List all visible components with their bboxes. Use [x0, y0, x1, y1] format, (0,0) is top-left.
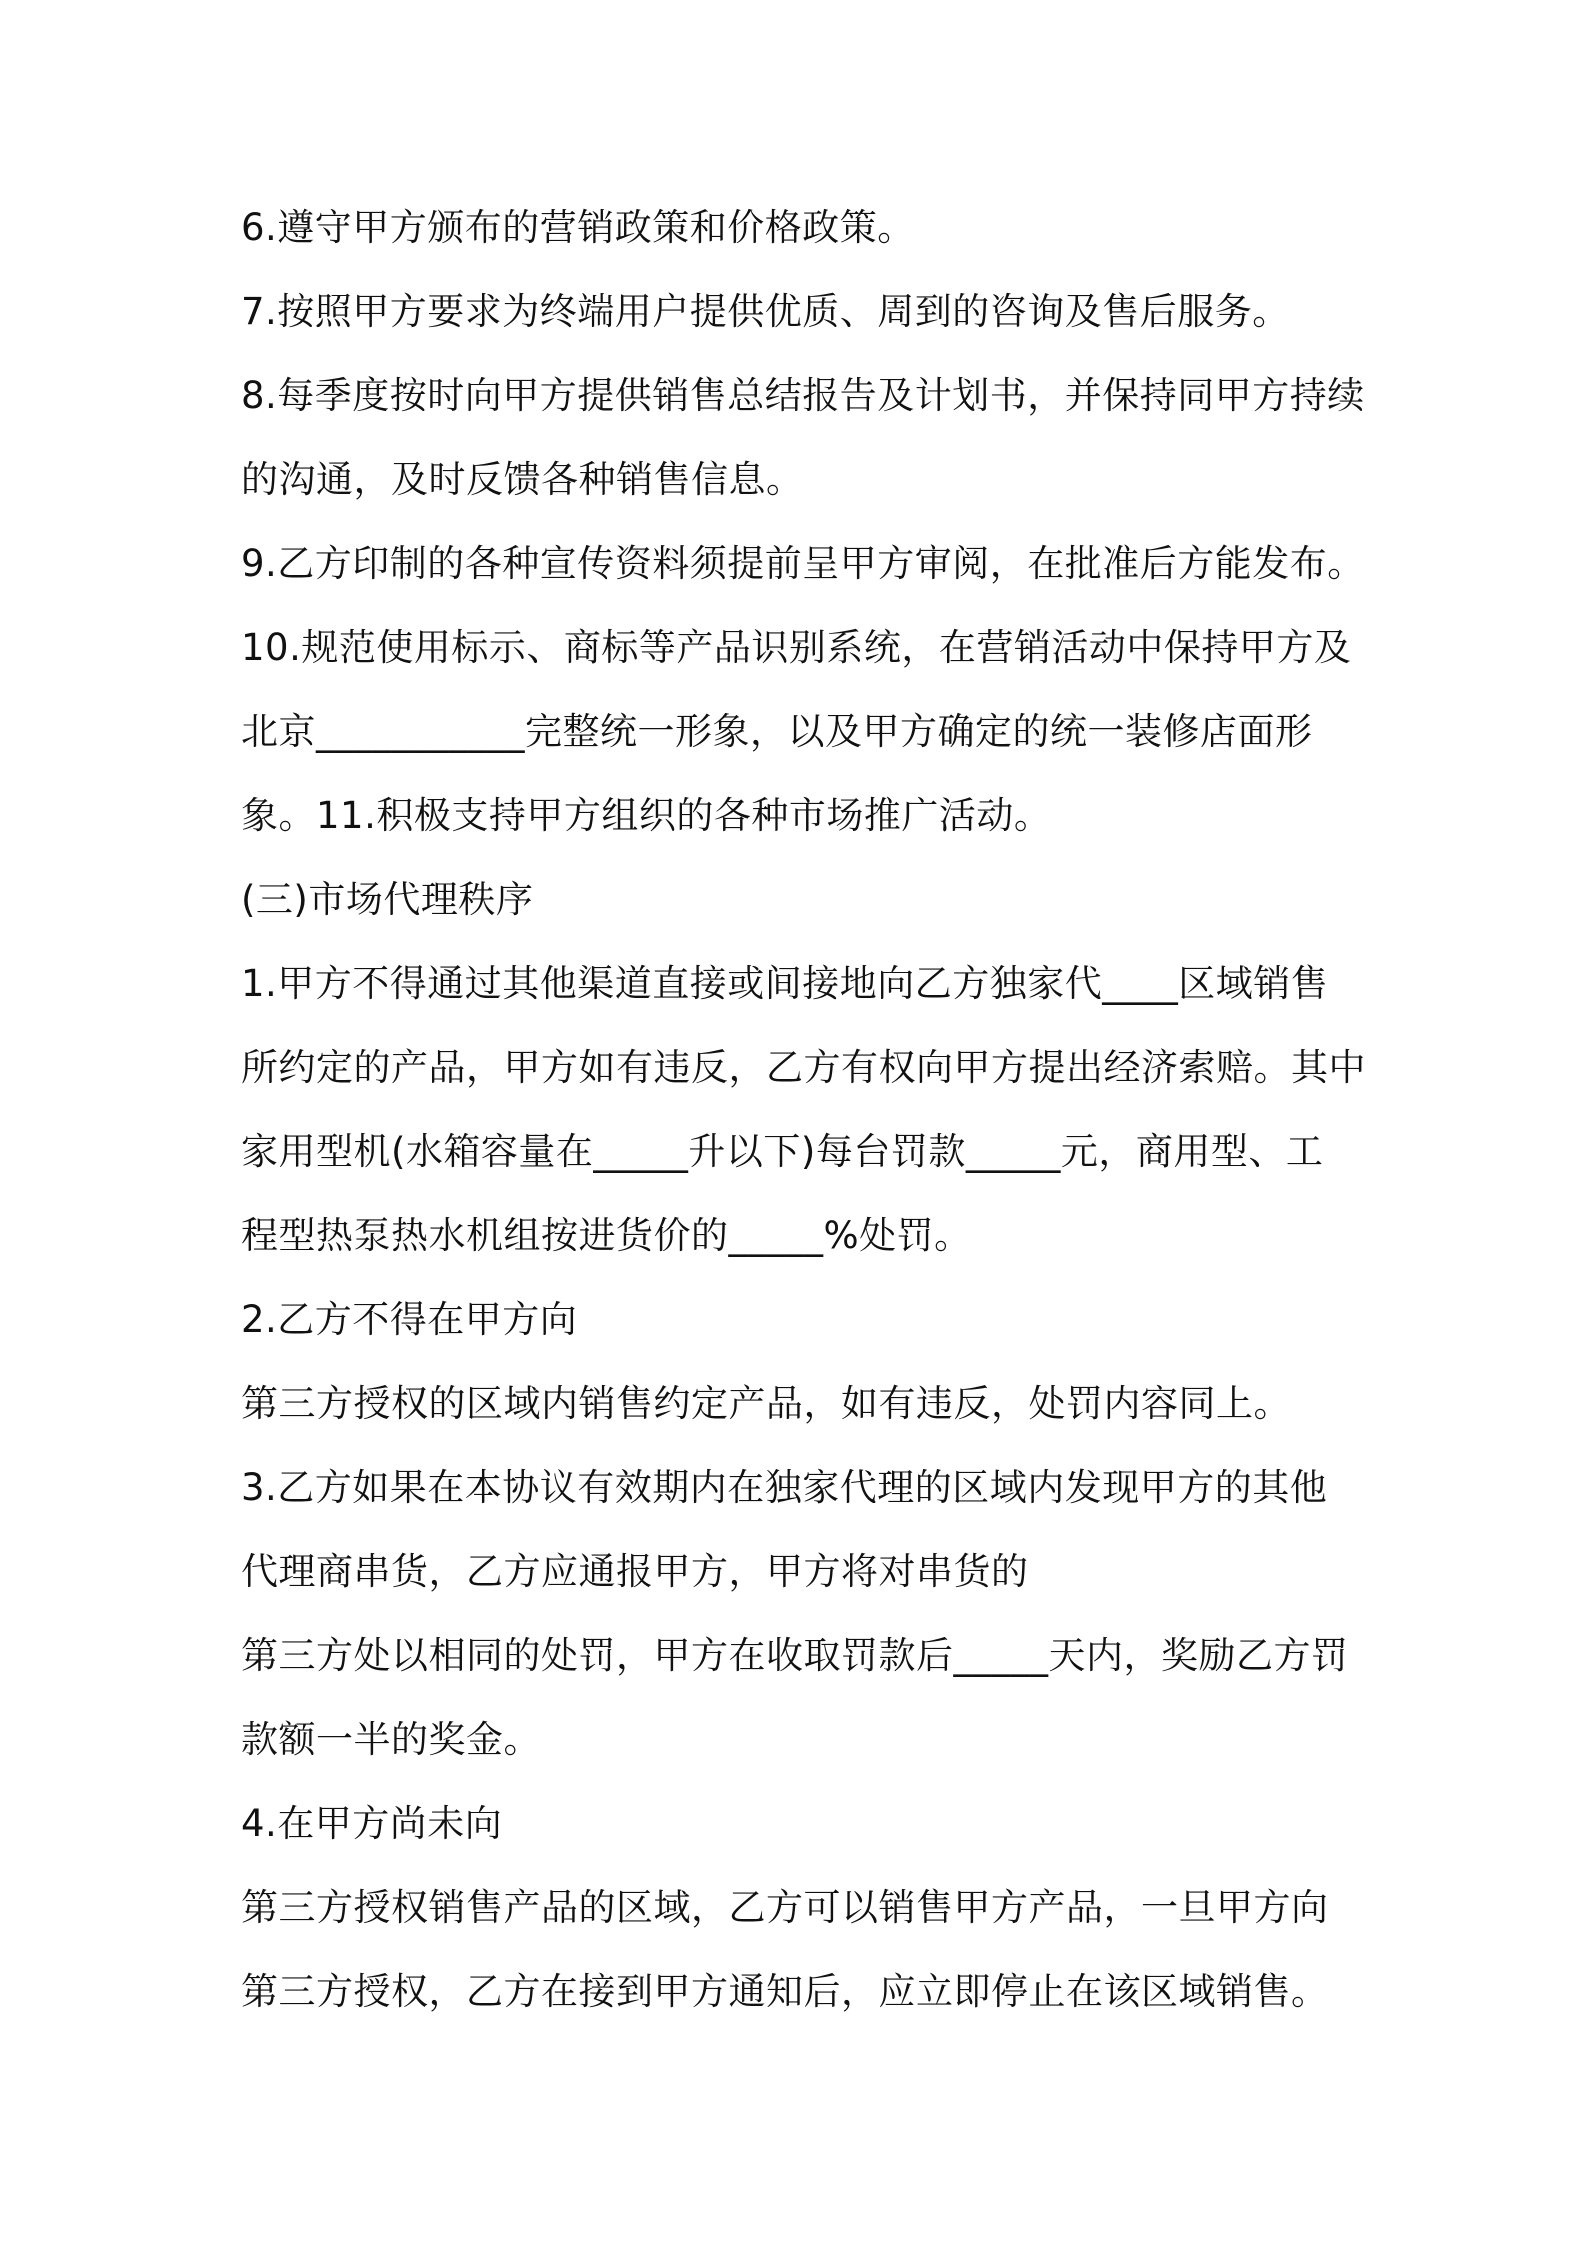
text-line: 4.在甲方尚未向	[241, 1802, 503, 1845]
text-line: 1.甲方不得通过其他渠道直接或间接地向乙方独家代____区域销售	[241, 962, 1329, 1005]
text-line: 家用型机(水箱容量在_____升以下)每台罚款_____元，商用型、工	[241, 1130, 1324, 1173]
text-line: 第三方授权的区域内销售约定产品，如有违反，处罚内容同上。	[241, 1382, 1291, 1425]
text-line: 代理商串货，乙方应通报甲方，甲方将对串货的	[241, 1550, 1029, 1593]
text-line: 3.乙方如果在本协议有效期内在独家代理的区域内发现甲方的其他	[241, 1466, 1328, 1509]
text-line: 第三方授权销售产品的区域，乙方可以销售甲方产品，一旦甲方向	[241, 1886, 1329, 1929]
text-line: 6.遵守甲方颁布的营销政策和价格政策。	[241, 206, 915, 249]
text-line: 所约定的产品，甲方如有违反，乙方有权向甲方提出经济索赔。其中	[241, 1046, 1366, 1089]
text-line: 2.乙方不得在甲方向	[241, 1298, 578, 1341]
text-line: 的沟通，及时反馈各种销售信息。	[241, 458, 804, 501]
text-line: 程型热泵热水机组按进货价的_____%处罚。	[241, 1214, 972, 1257]
text-line: 北京___________完整统一形象，以及甲方确定的统一装修店面形	[241, 710, 1313, 753]
text-line: 8.每季度按时向甲方提供销售总结报告及计划书，并保持同甲方持续	[241, 374, 1365, 417]
text-line: 第三方授权，乙方在接到甲方通知后，应立即停止在该区域销售。	[241, 1970, 1329, 2013]
text-line: 象。11.积极支持甲方组织的各种市场推广活动。	[241, 794, 1052, 837]
text-line: 7.按照甲方要求为终端用户提供优质、周到的咨询及售后服务。	[241, 290, 1290, 333]
text-line: 10.规范使用标示、商标等产品识别系统，在营销活动中保持甲方及	[241, 626, 1352, 669]
text-line: 9.乙方印制的各种宣传资料须提前呈甲方审阅，在批准后方能发布。	[241, 542, 1365, 585]
section-heading: (三)市场代理秩序	[241, 878, 534, 921]
text-line: 第三方处以相同的处罚，甲方在收取罚款后_____天内，奖励乙方罚	[241, 1634, 1349, 1677]
text-line: 款额一半的奖金。	[241, 1718, 541, 1761]
